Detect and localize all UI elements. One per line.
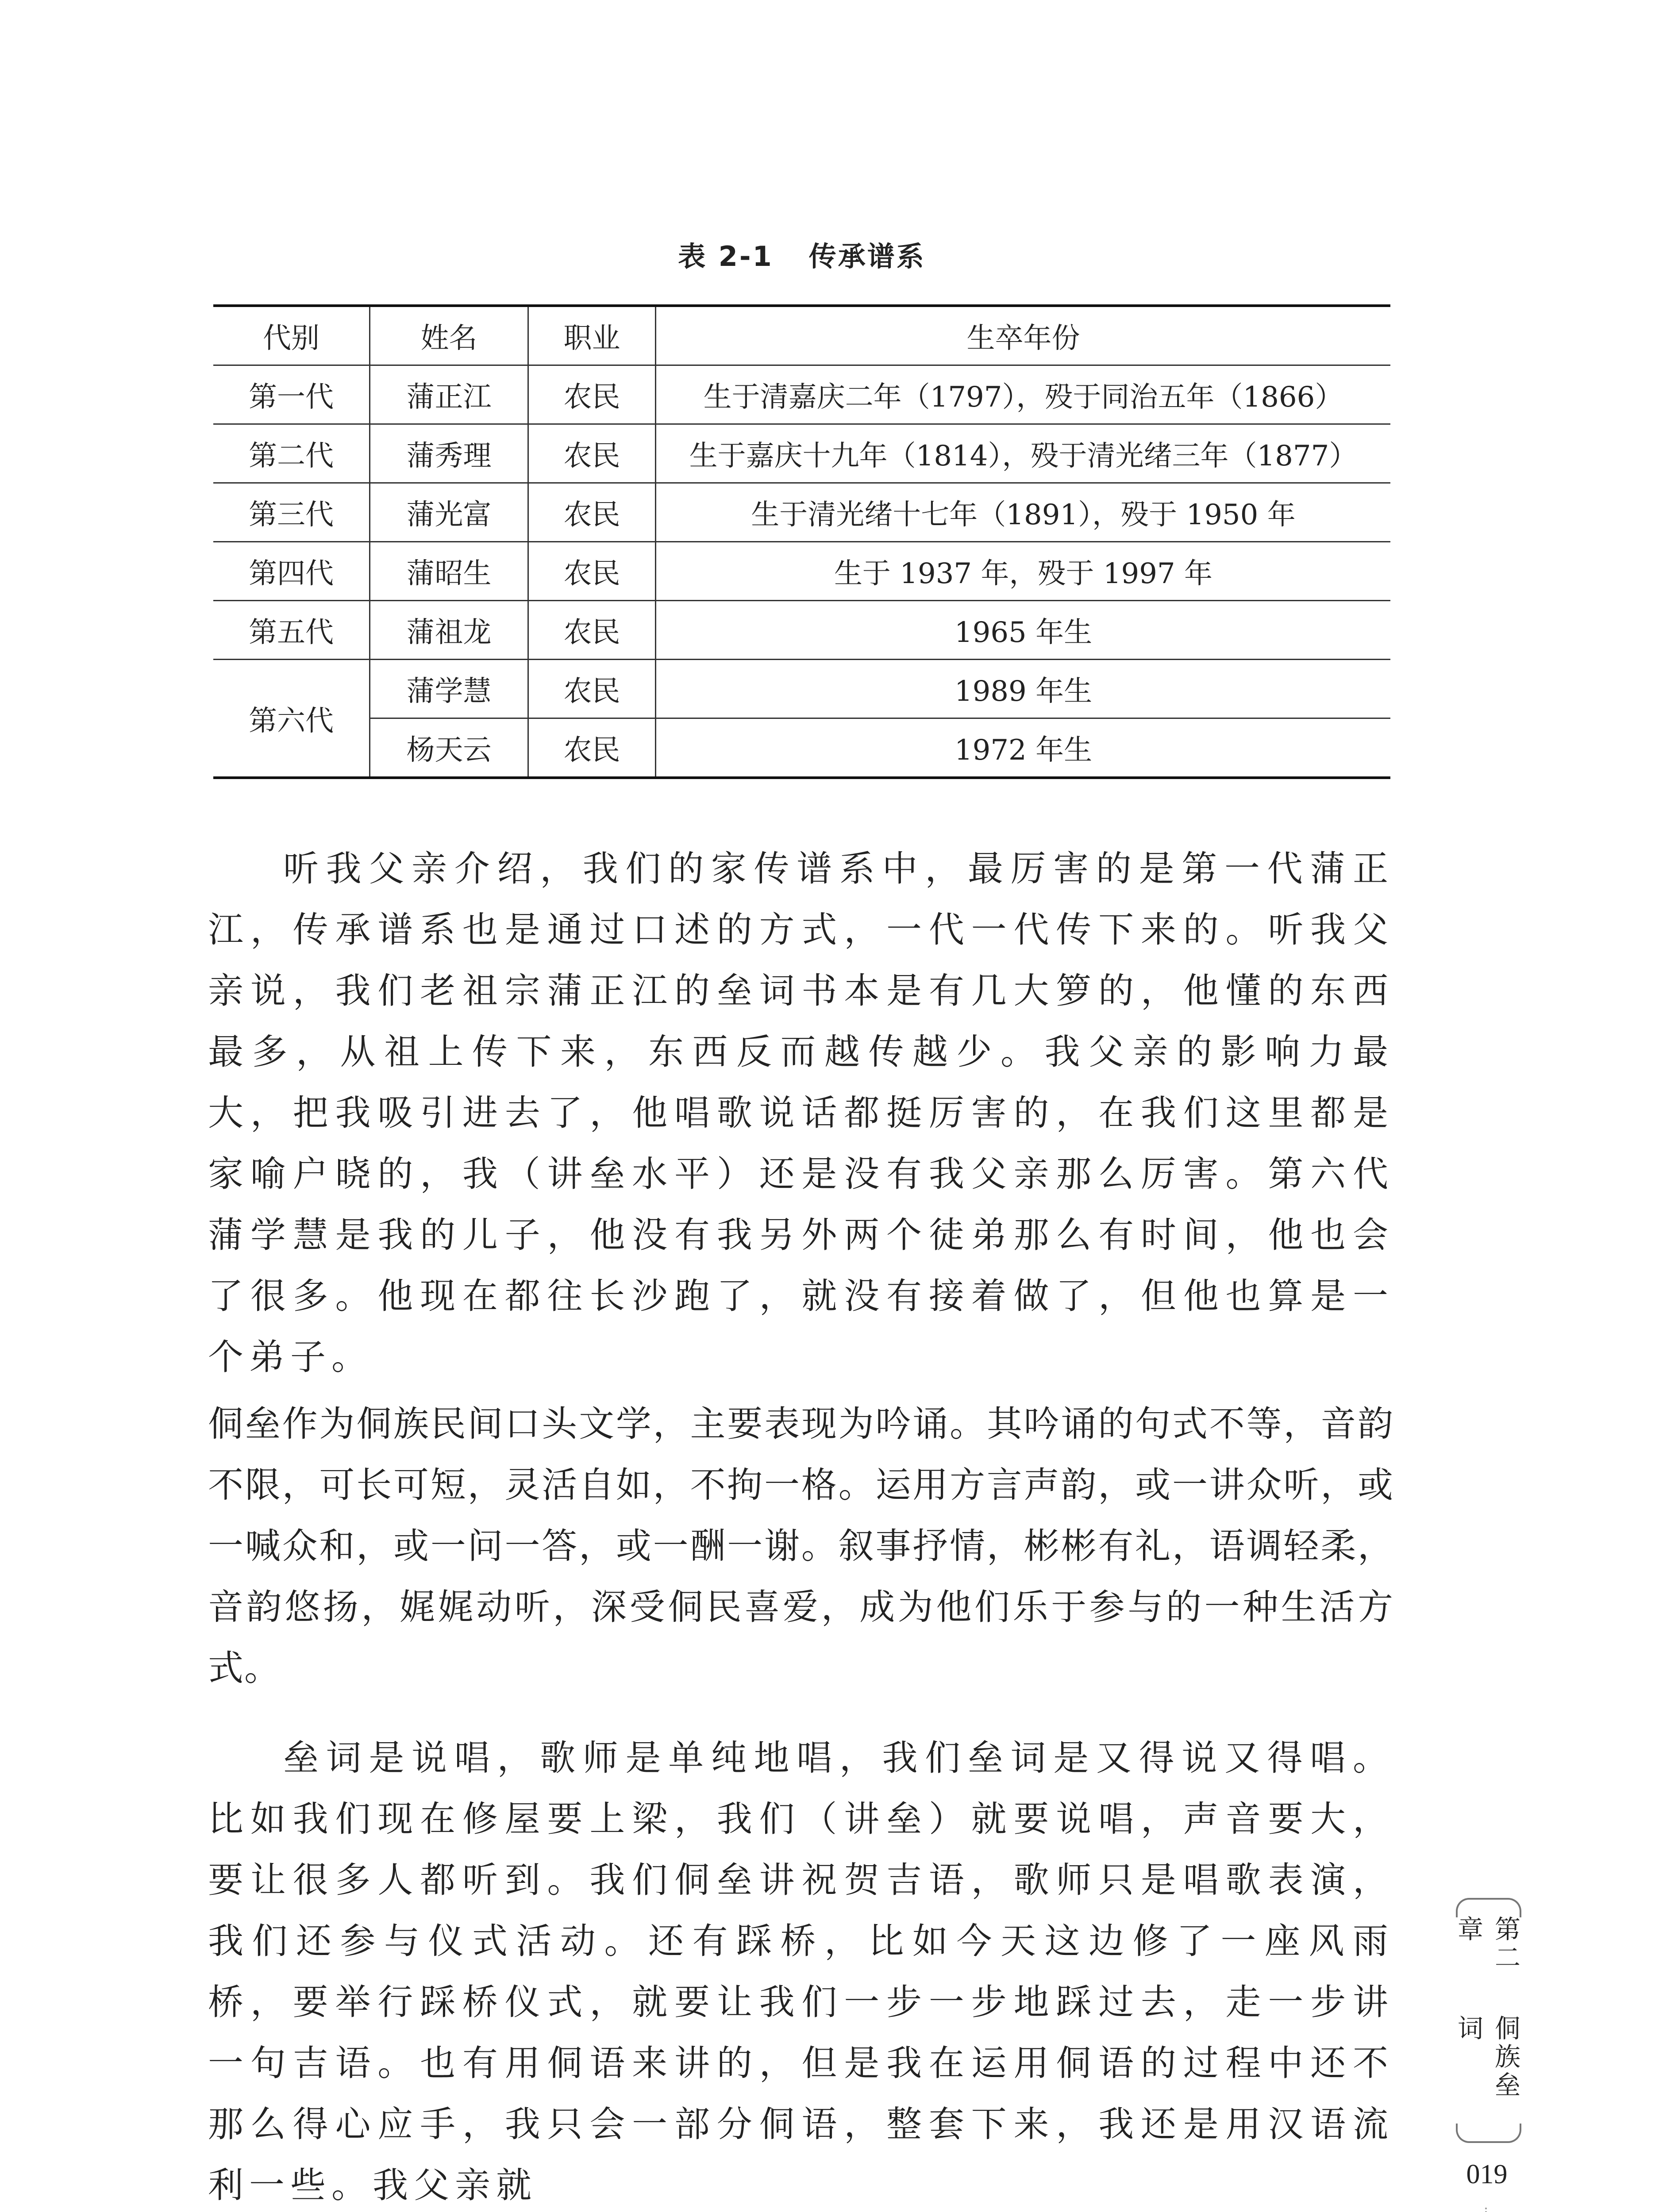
table-caption-number: 表 2-1 — [678, 240, 774, 273]
cell-name: 蒲昭生 — [370, 542, 528, 601]
table-row — [213, 365, 1390, 424]
header-occupation: 职业 — [528, 306, 656, 365]
paragraph-interview-1: 听我父亲介绍，我们的家传谱系中，最厉害的是第一代蒲正江，传承谱系也是通过口述的方式，一代一代传下来的。听我父亲说，我们老祖宗蒲正江的垒词书本是有几大箩的，他懂的东西最多，从祖上传下来，东西反而越传越少。我父亲的影响力最大，把我吸引进去了，他唱歌说话都挺厉害的，在我们这里都是家喻户晓的，我（讲垒水平）还是没有我父亲那么厉害。第六代蒲学慧是我的儿子，他没有我另外两个徒弟那么有时间，他也会了很多。他现在都往长沙跑了，就没有接着做了，但他也算是一个弟子。 — [208, 848, 1394, 1378]
table-row — [213, 660, 1390, 718]
table-caption — [213, 234, 1390, 274]
side-bracket-top — [1456, 1898, 1521, 1917]
paragraph-interview-2: 垒词是说唱，歌师是单纯地唱，我们垒词是又得说又得唱。比如我们现在修屋要上梁，我们（讲垒）就要说唱，声音要大，要让很多人都听到。我们侗垒讲祝贺吉语，歌师只是唱歌表演，我们还参与仪式活动。还有踩桥，比如今天这边修了一座风雨桥，要举行踩桥仪式，就要让我们一步一步地踩过去，走一步讲一句吉语。也有用侗语来讲的，但是我在运用侗语的过程中还不那么得心应手，我只会一部分侗语，整套下来，我还是用汉语流利一些。我父亲就 — [208, 1737, 1394, 2206]
cell-years: 1972 年生 — [656, 718, 1391, 778]
cell-years: 生于 1937 年，殁于 1997 年 — [656, 542, 1391, 601]
cell-generation: 第六代 — [213, 660, 370, 778]
cell-generation: 第五代 — [213, 601, 370, 660]
table-header-row — [213, 306, 1390, 365]
cell-occupation: 农民 — [528, 542, 656, 601]
header-name: 姓名 — [370, 306, 528, 365]
table-row — [213, 601, 1390, 660]
cell-name: 蒲秀理 — [370, 424, 528, 483]
chapter-title: 侗族垒词 — [1453, 2014, 1520, 2100]
side-bracket-bottom — [1456, 2124, 1521, 2143]
cell-occupation: 农民 — [528, 365, 656, 424]
table-row — [213, 424, 1390, 483]
table-row — [213, 542, 1390, 601]
header-generation: 代别 — [263, 322, 319, 355]
cell-generation: 第三代 — [213, 483, 370, 542]
cell-name: 蒲正江 — [370, 365, 528, 424]
lineage-table — [213, 304, 1390, 779]
table-row — [213, 483, 1390, 542]
cell-occupation: 农民 — [528, 424, 656, 483]
chapter-label: 第二章 — [1453, 1916, 1520, 1972]
cell-generation: 第四代 — [213, 542, 370, 601]
chapter-sidebar — [1453, 1916, 1520, 2119]
cell-years: 1989 年生 — [656, 660, 1391, 718]
cell-occupation: 农民 — [528, 601, 656, 660]
cell-years: 生于清光绪十七年（1891），殁于 1950 年 — [656, 483, 1391, 542]
cell-name: 蒲学慧 — [370, 660, 528, 718]
cell-generation: 第二代 — [213, 424, 370, 483]
table-row — [213, 718, 1390, 778]
cell-years: 生于清嘉庆二年（1797），殁于同治五年（1866） — [656, 365, 1391, 424]
cell-occupation: 农民 — [528, 483, 656, 542]
cell-name: 蒲光富 — [370, 483, 528, 542]
cell-occupation: 农民 — [528, 660, 656, 718]
dotted-rule — [1485, 2208, 1487, 2212]
page-number: 019 — [1466, 2159, 1508, 2189]
cell-years: 生于嘉庆十九年（1814），殁于清光绪三年（1877） — [656, 424, 1391, 483]
header-years: 生卒年份 — [656, 306, 1391, 365]
cell-years: 1965 年生 — [656, 601, 1391, 660]
cell-name: 蒲祖龙 — [370, 601, 528, 660]
table-caption-title: 传承谱系 — [808, 240, 926, 273]
cell-generation: 第一代 — [213, 365, 370, 424]
cell-name: 杨天云 — [370, 718, 528, 778]
cell-occupation: 农民 — [528, 718, 656, 778]
paragraph-description: 侗垒作为侗族民间口头文学，主要表现为吟诵。其吟诵的句式不等，音韵不限，可长可短，灵活自如，不拘一格。运用方言声韵，或一讲众听，或一喊众和，或一问一答，或一酬一谢。叙事抒情，彬彬有礼，语调轻柔，音韵悠扬，娓娓动听，深受侗民喜爱，成为他们乐于参与的一种生活方式。 — [208, 1403, 1394, 1689]
